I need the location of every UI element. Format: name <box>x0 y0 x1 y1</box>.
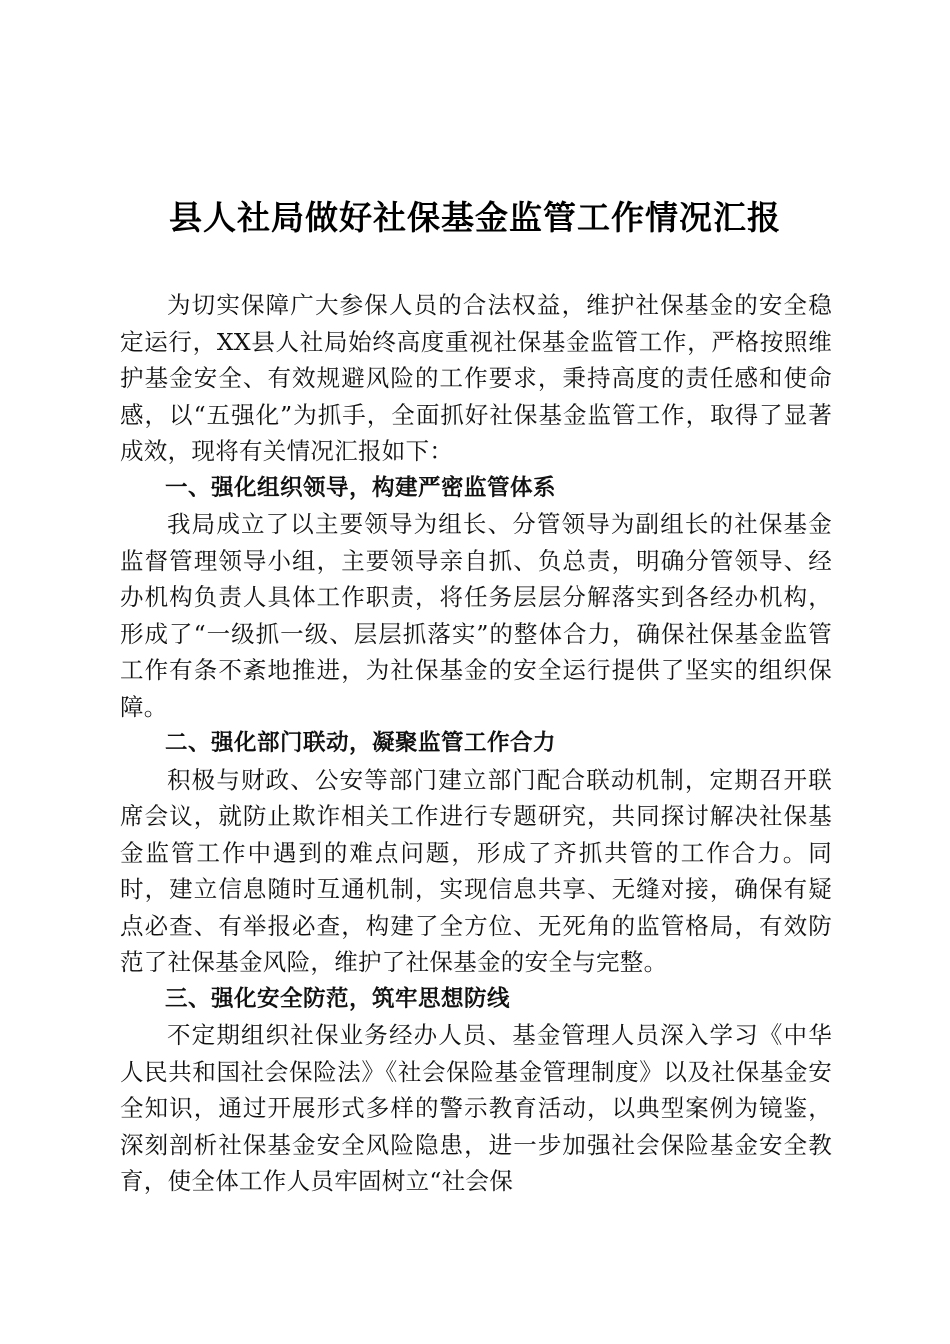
intro-paragraph: 为切实保障广大参保人员的合法权益，维护社保基金的安全稳定运行，XX县人社局始终高度重视社保基金监管工作，严格按照维护基金安全、有效规避风险的工作要求，秉持高度的责任感和使命感，以“五强化”为抓手，全面抓好社保基金监管工作，取得了显著成效，现将有关情况汇报如下： <box>120 291 832 465</box>
document-title: 县人社局做好社保基金监管工作情况汇报 <box>169 198 781 237</box>
section-3-heading: 三、强化安全防范，筑牢思想防线 <box>165 985 511 1012</box>
section-3-paragraph: 不定期组织社保业务经办人员、基金管理人员深入学习《中华人民共和国社会保险法》《社会保险基金管理制度》以及社保基金安全知识，通过开展形式多样的警示教育活动，以典型案例为镜鉴，深刻剖析社保基金安全风险隐患，进一步加强社会保险基金安全教育，使全体工作人员牢固树立“社会保 <box>120 1021 832 1195</box>
document-body <box>120 287 832 1200</box>
section-1-heading: 一、强化组织领导，构建严密监管体系 <box>165 474 557 501</box>
section-2-heading: 二、强化部门联动，凝聚监管工作合力 <box>165 730 557 756</box>
section-1-paragraph: 我局成立了以主要领导为组长、分管领导为副组长的社保基金监督管理领导小组，主要领导亲自抓、负总责，明确分管领导、经办机构负责人具体工作职责，将任务层层分解落实到各经办机构，形成了“一级抓一级、层层抓落实”的整体合力，确保社保基金监管工作有条不紊地推进，为社保基金的安全运行提供了坚实的组织保障。 <box>120 510 832 721</box>
section-2-paragraph: 积极与财政、公安等部门建立部门配合联动机制，定期召开联席会议，就防止欺诈相关工作进行专题研究，共同探讨解决社保基金监管工作中遇到的难点问题，形成了齐抓共管的工作合力。同时，建立信息随时互通机制，实现信息共享、无缝对接，确保有疑点必查、有举报必查，构建了全方位、无死角的监管格局，有效防范了社保基金风险，维护了社保基金的安全与完整。 <box>120 765 832 976</box>
